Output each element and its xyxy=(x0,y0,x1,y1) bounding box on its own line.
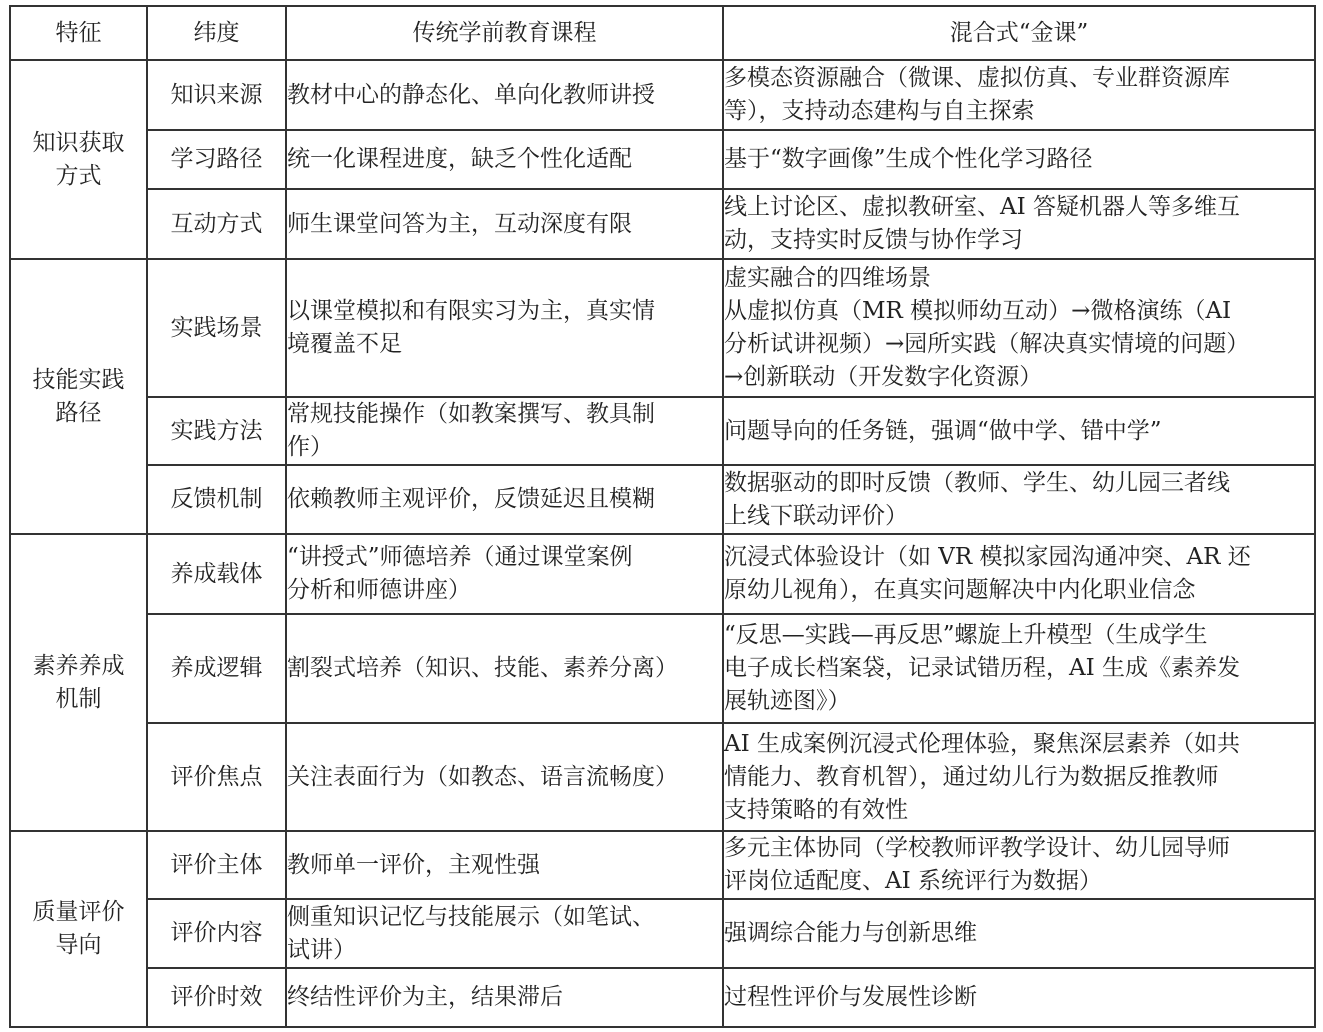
cell-text-line: 教师单一评价，主观性强 xyxy=(287,851,540,878)
feature-label-line: 方式 xyxy=(55,162,102,189)
cell-text-line: 关注表面行为（如教态、语言流畅度） xyxy=(287,763,678,790)
traditional-cell xyxy=(286,60,723,130)
feature-label-line: 知识获取 xyxy=(32,129,125,156)
cell-text-line: 常规技能操作（如教案撰写、教具制 xyxy=(287,401,655,427)
cell-text-line: 多模态资源融合（微课、虚拟仿真、专业群资源库 xyxy=(724,65,1230,91)
table-row xyxy=(10,60,1315,130)
cell-text-line: 数据驱动的即时反馈（教师、学生、幼儿园三者线 xyxy=(724,469,1230,496)
feature-label-line: 路径 xyxy=(55,399,102,426)
dimension-cell: 互动方式 xyxy=(147,189,286,259)
cell-text-line: 依赖教师主观评价，反馈延迟且模糊 xyxy=(287,486,655,512)
traditional-cell xyxy=(286,614,723,723)
hybrid-cell xyxy=(723,899,1315,968)
cell-text-line: 原幼儿视角），在真实问题解决中内化职业信念 xyxy=(724,577,1196,603)
hybrid-cell xyxy=(723,465,1315,534)
feature-cell xyxy=(10,534,147,831)
hybrid-cell xyxy=(723,130,1315,189)
cell-text-line: 等），支持动态建构与自主探索 xyxy=(724,98,1035,124)
traditional-cell xyxy=(286,130,723,189)
table-row xyxy=(10,831,1315,899)
cell-text-line: “讲授式”师德培养（通过课堂案例 xyxy=(287,544,633,570)
table-row xyxy=(10,614,1315,723)
cell-text-line: 割裂式培养（知识、技能、素养分离） xyxy=(287,655,678,681)
table-row xyxy=(10,465,1315,534)
table-row xyxy=(10,968,1315,1027)
dimension-cell: 养成逻辑 xyxy=(147,614,286,723)
comparison-table xyxy=(9,5,1316,1028)
cell-text-line: 以课堂模拟和有限实习为主，真实情 xyxy=(287,298,655,324)
feature-cell xyxy=(10,831,147,1027)
dimension-cell: 实践场景 xyxy=(147,259,286,397)
hybrid-cell xyxy=(723,60,1315,130)
traditional-cell xyxy=(286,534,723,614)
feature-label-line: 素养养成 xyxy=(32,652,125,679)
cell-text-line: 问题导向的任务链，强调“做中学、错中学” xyxy=(724,417,1162,444)
cell-text-line: 分析和师德讲座） xyxy=(287,577,471,603)
dimension-cell: 评价焦点 xyxy=(147,723,286,831)
dimension-cell: 养成载体 xyxy=(147,534,286,614)
header-dimension: 纬度 xyxy=(147,6,286,60)
feature-cell xyxy=(10,259,147,534)
table-row xyxy=(10,189,1315,259)
cell-text-line: 师生课堂问答为主，互动深度有限 xyxy=(287,210,632,237)
cell-text-line: 支持策略的有效性 xyxy=(724,796,908,823)
table-body xyxy=(10,60,1315,1027)
hybrid-cell xyxy=(723,534,1315,614)
dimension-cell: 评价时效 xyxy=(147,968,286,1027)
cell-text-line: 电子成长档案袋，记录试错历程，AI 生成《素养发 xyxy=(724,655,1241,681)
feature-cell xyxy=(10,60,147,259)
dimension-cell: 反馈机制 xyxy=(147,465,286,534)
traditional-cell xyxy=(286,259,723,397)
cell-text-line: 虚实融合的四维场景 xyxy=(724,265,931,291)
cell-text-line: 评岗位适配度、AI 系统评行为数据） xyxy=(724,868,1103,894)
traditional-cell xyxy=(286,968,723,1027)
hybrid-cell xyxy=(723,189,1315,259)
table-row xyxy=(10,259,1315,397)
header-hybrid: 混合式“金课” xyxy=(723,6,1315,60)
table-row xyxy=(10,534,1315,614)
table-row xyxy=(10,130,1315,189)
cell-text-line: AI 生成案例沉浸式伦理体验，聚焦深层素养（如共 xyxy=(724,730,1241,757)
header-traditional: 传统学前教育课程 xyxy=(286,6,723,60)
cell-text-line: →创新联动（开发数字化资源） xyxy=(724,364,1043,390)
table-row xyxy=(10,397,1315,465)
dimension-cell: 实践方法 xyxy=(147,397,286,465)
feature-label-line: 导向 xyxy=(55,932,102,958)
table-row xyxy=(10,723,1315,831)
traditional-cell xyxy=(286,899,723,968)
traditional-cell xyxy=(286,831,723,899)
cell-text-line: 展轨迹图》） xyxy=(724,688,851,714)
cell-text-line: 终结性评价为主，结果滞后 xyxy=(287,984,563,1010)
cell-text-line: 试讲） xyxy=(287,936,356,963)
traditional-cell xyxy=(286,723,723,831)
cell-text-line: 线上讨论区、虚拟教研室、AI 答疑机器人等多维互 xyxy=(724,194,1241,220)
header-feature: 特征 xyxy=(10,6,147,60)
hybrid-cell xyxy=(723,968,1315,1027)
hybrid-cell xyxy=(723,831,1315,899)
table-row xyxy=(10,899,1315,968)
cell-text-line: 强调综合能力与创新思维 xyxy=(724,920,977,946)
dimension-cell: 学习路径 xyxy=(147,130,286,189)
cell-text-line: 作） xyxy=(287,434,333,460)
dimension-cell: 评价内容 xyxy=(147,899,286,968)
cell-text-line: 境覆盖不足 xyxy=(287,331,402,357)
traditional-cell xyxy=(286,465,723,534)
cell-text-line: 分析试讲视频）→园所实践（解决真实情境的问题） xyxy=(724,331,1250,357)
cell-text-line: 基于“数字画像”生成个性化学习路径 xyxy=(724,146,1093,172)
hybrid-cell xyxy=(723,723,1315,831)
cell-text-line: 情能力、教育机智），通过幼儿行为数据反推教师 xyxy=(724,763,1219,790)
feature-label-line: 质量评价 xyxy=(32,899,125,925)
dimension-cell: 知识来源 xyxy=(147,60,286,130)
cell-text-line: “反思—实践—再反思”螺旋上升模型（生成学生 xyxy=(724,622,1208,648)
hybrid-cell xyxy=(723,614,1315,723)
hybrid-cell xyxy=(723,259,1315,397)
cell-text-line: 多元主体协同（学校教师评教学设计、幼儿园导师 xyxy=(724,835,1230,861)
cell-text-line: 上线下联动评价） xyxy=(724,502,908,529)
cell-text-line: 过程性评价与发展性诊断 xyxy=(724,984,977,1010)
cell-text-line: 教材中心的静态化、单向化教师讲授 xyxy=(287,81,655,108)
feature-label-line: 技能实践 xyxy=(32,366,125,393)
cell-text-line: 从虚拟仿真（MR 模拟师幼互动）→微格演练（AI xyxy=(724,298,1232,324)
dimension-cell: 评价主体 xyxy=(147,831,286,899)
cell-text-line: 动，支持实时反馈与协作学习 xyxy=(724,227,1023,253)
traditional-cell xyxy=(286,397,723,465)
cell-text-line: 侧重知识记忆与技能展示（如笔试、 xyxy=(287,903,655,930)
traditional-cell xyxy=(286,189,723,259)
hybrid-cell xyxy=(723,397,1315,465)
cell-text-line: 统一化课程进度，缺乏个性化适配 xyxy=(287,146,632,172)
cell-text-line: 沉浸式体验设计（如 VR 模拟家园沟通冲突、AR 还 xyxy=(724,544,1251,570)
header-row xyxy=(10,6,1315,60)
feature-label-line: 机制 xyxy=(55,685,102,712)
